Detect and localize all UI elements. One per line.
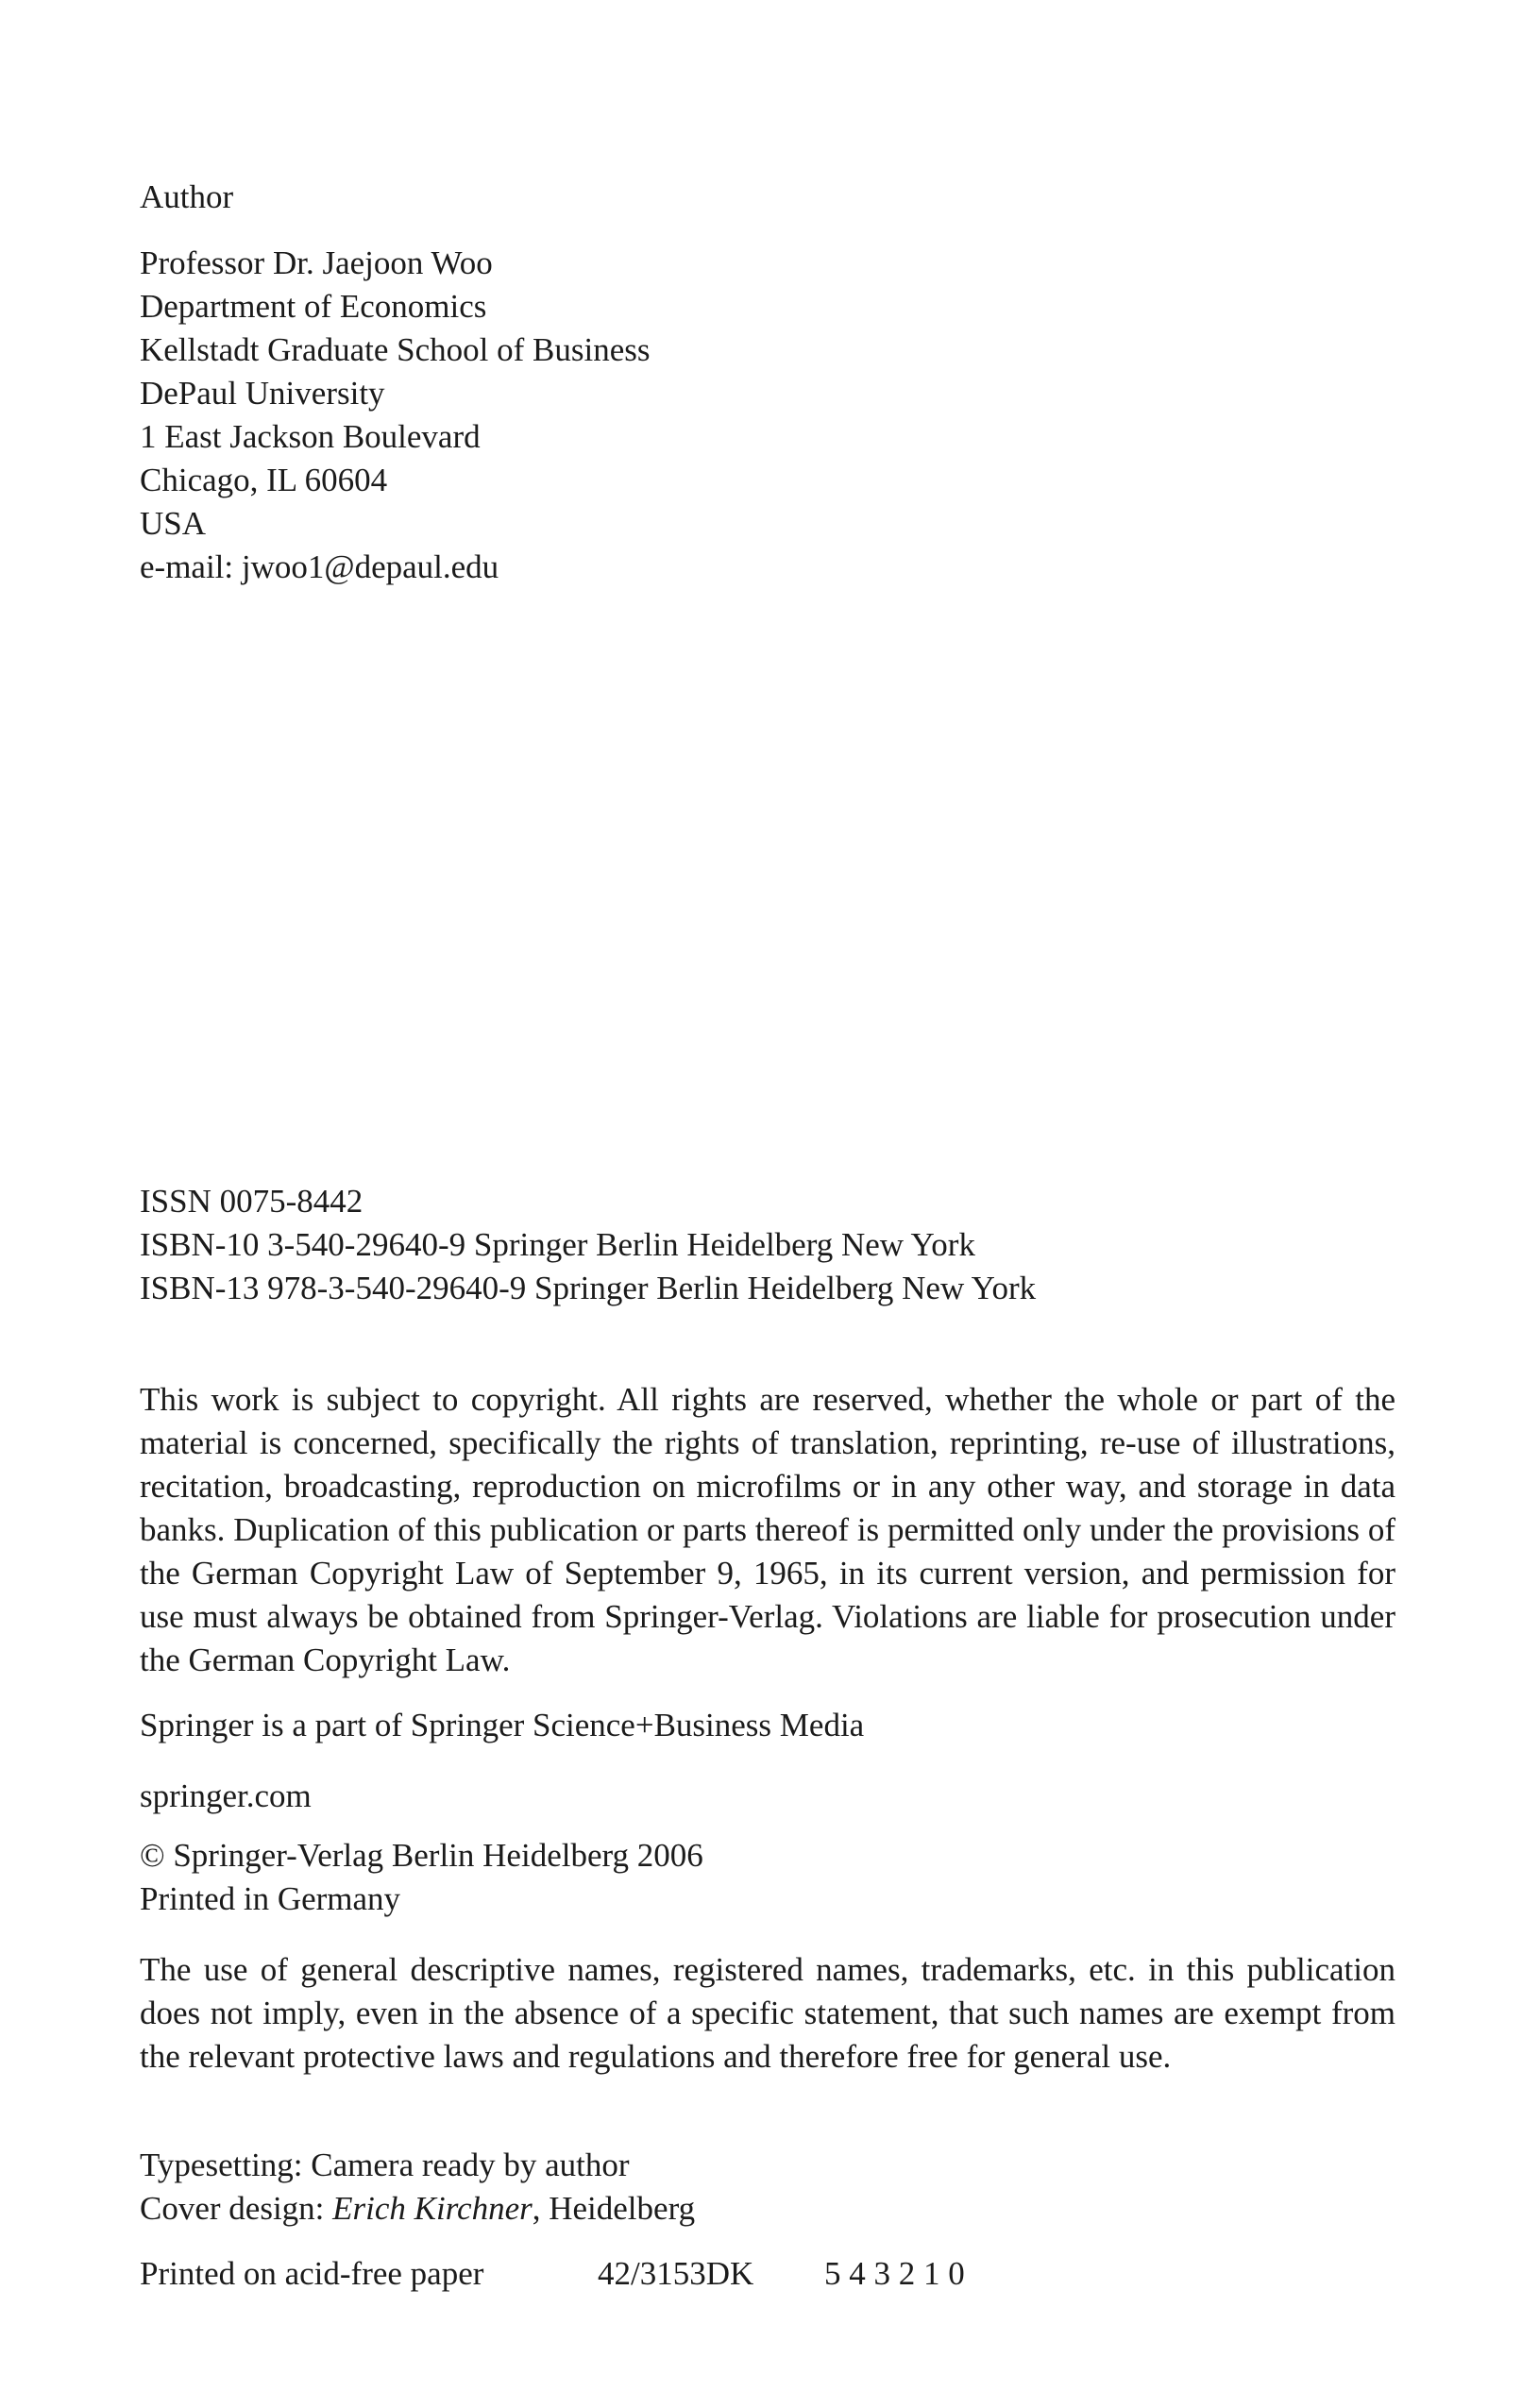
isbn-10: ISBN-10 3-540-29640-9 Springer Berlin Heidelberg New York [140,1226,975,1263]
trademark-notice: The use of general descriptive names, registered names, trademarks, etc. in this publication does not imply, even in the absence of a specific statement, that such names are exempt from the relevant protective laws and regulations and therefore free for general use. [140,1951,1395,2075]
print-run: 5 4 3 2 1 0 [824,2255,965,2292]
author-street: 1 East Jackson Boulevard [140,418,481,455]
author-name: Professor Dr. Jaejoon Woo [140,244,493,281]
author-heading-text: Author [140,178,234,215]
isbn-13: ISBN-13 978-3-540-29640-9 Springer Berlin Heidelberg New York [140,1270,1037,1306]
springer-part-statement [140,1704,1395,1747]
credits [140,2144,1395,2231]
springer-url-text: springer.com [140,1777,312,1814]
print-code: 42/3153DK [598,2255,754,2292]
cover-design-label: Cover design: [140,2190,333,2227]
author-country: USA [140,505,207,542]
cover-design-suffix: , Heidelberg [532,2190,696,2227]
cover-designer-name: Erich Kirchner [332,2190,533,2227]
author-school: Kellstadt Graduate School of Business [140,331,651,368]
copyright-notice: This work is subject to copyright. All rights are reserved, whether the whole or part of the material is concerned, specifically the rights of translation, reprinting, re-use of illustrations, recitation, broadcasting, reproduction on microfilms or in any other way, and storage in data banks. Duplication of this publication or parts thereof is permitted only under the provisions of the German Copyright Law of September 9, 1965, in its current version, and permission for use must always be obtained from Springer-Verlag. Violations are liable for prosecution under the German Copyright Law. [140,1381,1395,1678]
author-department: Department of Economics [140,288,487,325]
copyright-year-text: © Springer-Verlag Berlin Heidelberg 2006 [140,1837,703,1874]
springer-part-text: Springer is a part of Springer Science+Business Media [140,1707,865,1743]
author-address [140,242,1395,589]
copyright-year [140,1834,1395,1921]
paper-note: Printed on acid-free paper [140,2255,484,2292]
springer-url [140,1775,1395,1818]
printing-info [140,2252,1395,2296]
issn: ISSN 0075-8442 [140,1183,364,1220]
typesetting-credit: Typesetting: Camera ready by author [140,2147,630,2183]
cover-design-credit [140,2187,1395,2231]
author-university: DePaul University [140,375,385,412]
identifiers [140,1180,1395,1310]
printed-in: Printed in Germany [140,1880,401,1917]
author-heading [140,176,1395,219]
author-city: Chicago, IL 60604 [140,462,388,498]
author-email: e-mail: jwoo1@depaul.edu [140,548,499,585]
